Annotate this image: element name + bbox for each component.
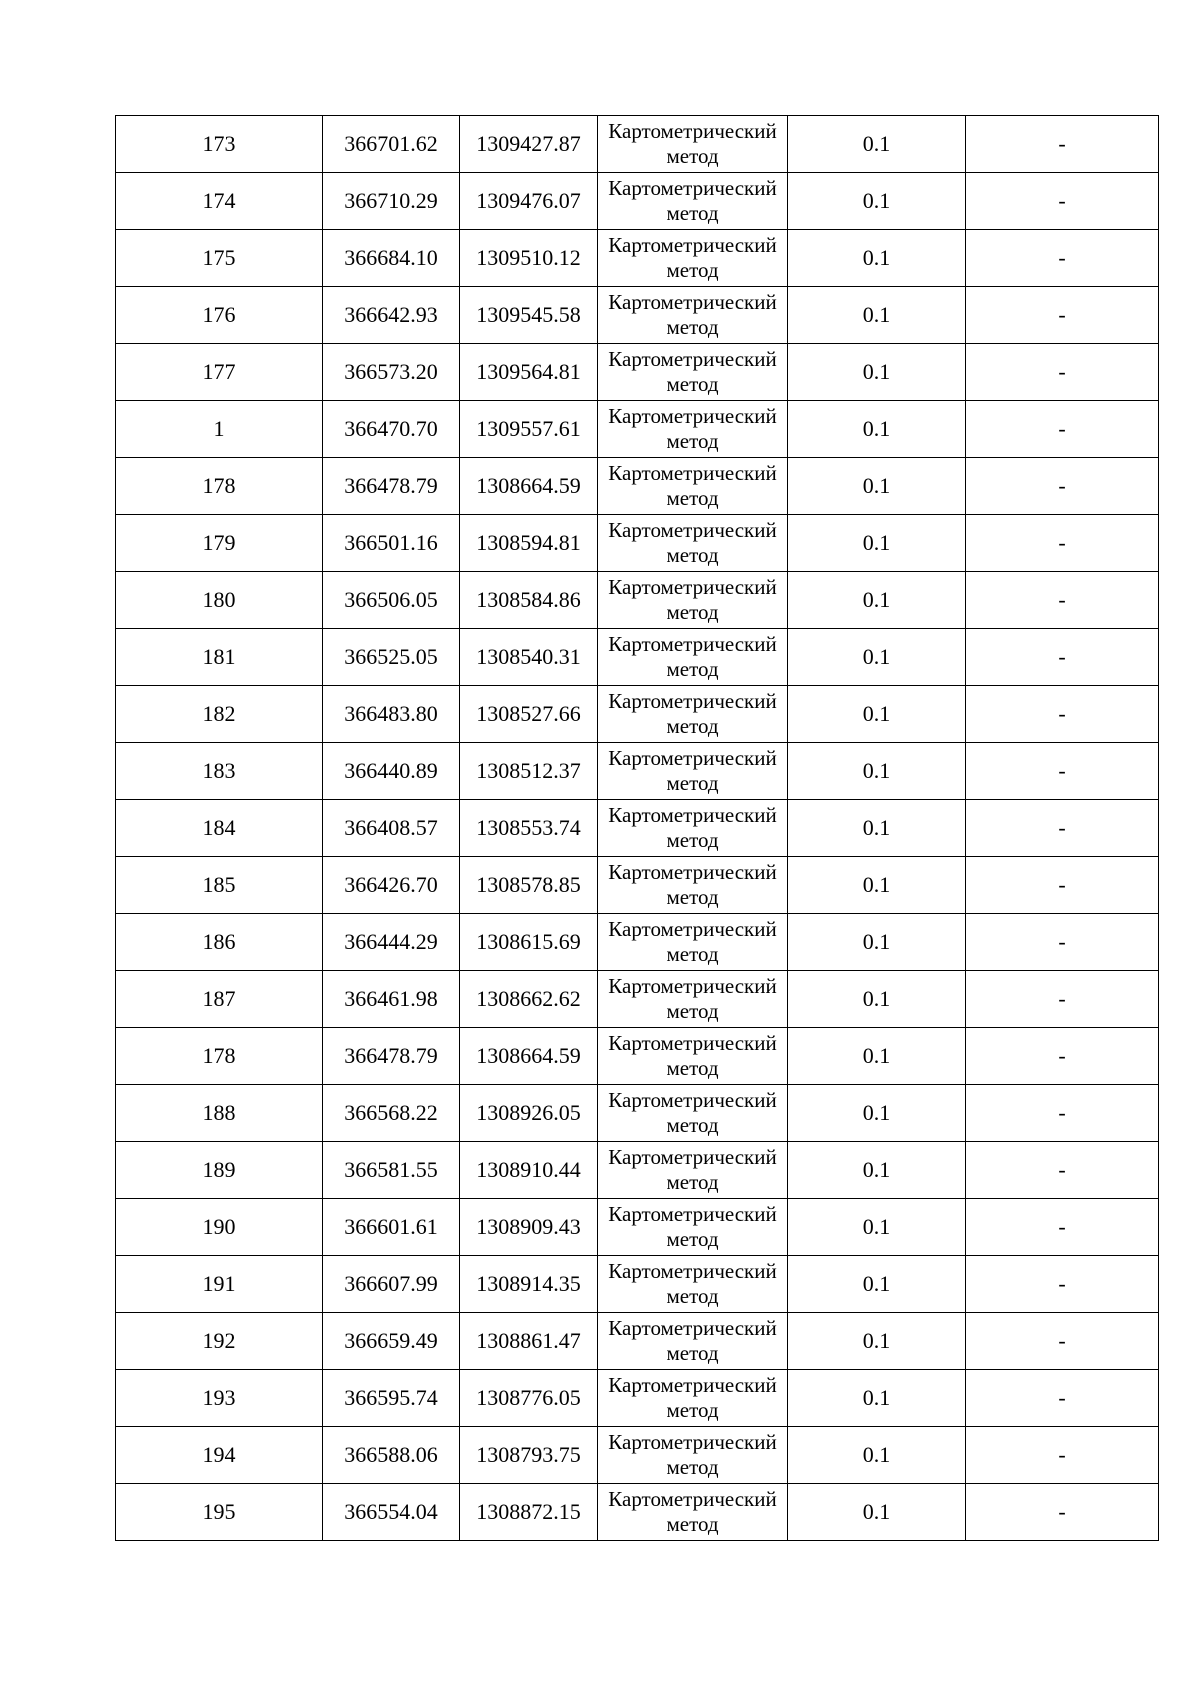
y-coordinate-cell: 1309427.87 — [460, 116, 598, 173]
accuracy-cell: 0.1 — [788, 1427, 966, 1484]
x-coordinate-cell: 366595.74 — [323, 1370, 460, 1427]
x-coordinate-cell: 366408.57 — [323, 800, 460, 857]
y-coordinate-cell: 1308615.69 — [460, 914, 598, 971]
y-coordinate-cell: 1308872.15 — [460, 1484, 598, 1541]
x-coordinate-cell: 366581.55 — [323, 1142, 460, 1199]
y-coordinate-cell: 1308540.31 — [460, 629, 598, 686]
accuracy-cell: 0.1 — [788, 1085, 966, 1142]
point-number-cell: 177 — [116, 344, 323, 401]
description-cell: - — [966, 344, 1159, 401]
x-coordinate-cell: 366440.89 — [323, 743, 460, 800]
accuracy-cell: 0.1 — [788, 914, 966, 971]
point-number-cell: 184 — [116, 800, 323, 857]
method-cell: Картометрический метод — [598, 230, 788, 287]
accuracy-cell: 0.1 — [788, 857, 966, 914]
method-cell: Картометрический метод — [598, 914, 788, 971]
coordinates-table-body — [116, 116, 1159, 1541]
table-row — [116, 743, 1159, 800]
table-row — [116, 344, 1159, 401]
point-number-cell: 191 — [116, 1256, 323, 1313]
point-number-cell: 179 — [116, 515, 323, 572]
description-cell: - — [966, 971, 1159, 1028]
y-coordinate-cell: 1308909.43 — [460, 1199, 598, 1256]
accuracy-cell: 0.1 — [788, 1370, 966, 1427]
point-number-cell: 178 — [116, 1028, 323, 1085]
x-coordinate-cell: 366478.79 — [323, 1028, 460, 1085]
table-row — [116, 515, 1159, 572]
method-cell: Картометрический метод — [598, 686, 788, 743]
accuracy-cell: 0.1 — [788, 1142, 966, 1199]
point-number-cell: 176 — [116, 287, 323, 344]
table-row — [116, 971, 1159, 1028]
x-coordinate-cell: 366483.80 — [323, 686, 460, 743]
accuracy-cell: 0.1 — [788, 1199, 966, 1256]
accuracy-cell: 0.1 — [788, 743, 966, 800]
description-cell: - — [966, 1199, 1159, 1256]
accuracy-cell: 0.1 — [788, 458, 966, 515]
point-number-cell: 175 — [116, 230, 323, 287]
table-row — [116, 1199, 1159, 1256]
method-cell: Картометрический метод — [598, 116, 788, 173]
point-number-cell: 188 — [116, 1085, 323, 1142]
accuracy-cell: 0.1 — [788, 515, 966, 572]
y-coordinate-cell: 1309564.81 — [460, 344, 598, 401]
description-cell: - — [966, 1484, 1159, 1541]
method-cell: Картометрический метод — [598, 857, 788, 914]
table-row — [116, 1142, 1159, 1199]
table-row — [116, 629, 1159, 686]
x-coordinate-cell: 366568.22 — [323, 1085, 460, 1142]
accuracy-cell: 0.1 — [788, 344, 966, 401]
y-coordinate-cell: 1308527.66 — [460, 686, 598, 743]
point-number-cell: 190 — [116, 1199, 323, 1256]
description-cell: - — [966, 401, 1159, 458]
description-cell: - — [966, 857, 1159, 914]
method-cell: Картометрический метод — [598, 743, 788, 800]
point-number-cell: 178 — [116, 458, 323, 515]
y-coordinate-cell: 1308914.35 — [460, 1256, 598, 1313]
method-cell: Картометрический метод — [598, 515, 788, 572]
y-coordinate-cell: 1308512.37 — [460, 743, 598, 800]
x-coordinate-cell: 366607.99 — [323, 1256, 460, 1313]
method-cell: Картометрический метод — [598, 629, 788, 686]
description-cell: - — [966, 800, 1159, 857]
description-cell: - — [966, 1085, 1159, 1142]
point-number-cell: 193 — [116, 1370, 323, 1427]
y-coordinate-cell: 1308861.47 — [460, 1313, 598, 1370]
x-coordinate-cell: 366470.70 — [323, 401, 460, 458]
description-cell: - — [966, 743, 1159, 800]
accuracy-cell: 0.1 — [788, 1028, 966, 1085]
y-coordinate-cell: 1308553.74 — [460, 800, 598, 857]
x-coordinate-cell: 366642.93 — [323, 287, 460, 344]
y-coordinate-cell: 1308578.85 — [460, 857, 598, 914]
x-coordinate-cell: 366525.05 — [323, 629, 460, 686]
x-coordinate-cell: 366461.98 — [323, 971, 460, 1028]
x-coordinate-cell: 366710.29 — [323, 173, 460, 230]
method-cell: Картометрический метод — [598, 458, 788, 515]
coordinates-table — [115, 115, 1159, 1541]
method-cell: Картометрический метод — [598, 1199, 788, 1256]
table-row — [116, 1370, 1159, 1427]
method-cell: Картометрический метод — [598, 800, 788, 857]
table-row — [116, 1484, 1159, 1541]
method-cell: Картометрический метод — [598, 1313, 788, 1370]
x-coordinate-cell: 366601.61 — [323, 1199, 460, 1256]
description-cell: - — [966, 629, 1159, 686]
y-coordinate-cell: 1308776.05 — [460, 1370, 598, 1427]
table-row — [116, 230, 1159, 287]
accuracy-cell: 0.1 — [788, 287, 966, 344]
method-cell: Картометрический метод — [598, 173, 788, 230]
accuracy-cell: 0.1 — [788, 971, 966, 1028]
method-cell: Картометрический метод — [598, 971, 788, 1028]
y-coordinate-cell: 1309476.07 — [460, 173, 598, 230]
accuracy-cell: 0.1 — [788, 230, 966, 287]
y-coordinate-cell: 1308594.81 — [460, 515, 598, 572]
method-cell: Картометрический метод — [598, 1028, 788, 1085]
accuracy-cell: 0.1 — [788, 173, 966, 230]
accuracy-cell: 0.1 — [788, 686, 966, 743]
table-row — [116, 1256, 1159, 1313]
description-cell: - — [966, 1256, 1159, 1313]
y-coordinate-cell: 1308926.05 — [460, 1085, 598, 1142]
table-row — [116, 686, 1159, 743]
accuracy-cell: 0.1 — [788, 1484, 966, 1541]
accuracy-cell: 0.1 — [788, 1313, 966, 1370]
description-cell: - — [966, 287, 1159, 344]
table-row — [116, 572, 1159, 629]
method-cell: Картометрический метод — [598, 344, 788, 401]
y-coordinate-cell: 1309557.61 — [460, 401, 598, 458]
x-coordinate-cell: 366554.04 — [323, 1484, 460, 1541]
description-cell: - — [966, 914, 1159, 971]
description-cell: - — [966, 1028, 1159, 1085]
y-coordinate-cell: 1309545.58 — [460, 287, 598, 344]
accuracy-cell: 0.1 — [788, 572, 966, 629]
table-row — [116, 458, 1159, 515]
method-cell: Картометрический метод — [598, 401, 788, 458]
point-number-cell: 186 — [116, 914, 323, 971]
table-row — [116, 800, 1159, 857]
method-cell: Картометрический метод — [598, 1142, 788, 1199]
method-cell: Картометрический метод — [598, 1085, 788, 1142]
description-cell: - — [966, 458, 1159, 515]
description-cell: - — [966, 515, 1159, 572]
point-number-cell: 183 — [116, 743, 323, 800]
method-cell: Картометрический метод — [598, 1370, 788, 1427]
x-coordinate-cell: 366588.06 — [323, 1427, 460, 1484]
y-coordinate-cell: 1308662.62 — [460, 971, 598, 1028]
table-row — [116, 914, 1159, 971]
x-coordinate-cell: 366506.05 — [323, 572, 460, 629]
table-row — [116, 401, 1159, 458]
x-coordinate-cell: 366478.79 — [323, 458, 460, 515]
table-row — [116, 287, 1159, 344]
method-cell: Картометрический метод — [598, 1256, 788, 1313]
point-number-cell: 174 — [116, 173, 323, 230]
point-number-cell: 192 — [116, 1313, 323, 1370]
point-number-cell: 185 — [116, 857, 323, 914]
x-coordinate-cell: 366573.20 — [323, 344, 460, 401]
description-cell: - — [966, 230, 1159, 287]
point-number-cell: 182 — [116, 686, 323, 743]
x-coordinate-cell: 366684.10 — [323, 230, 460, 287]
y-coordinate-cell: 1308584.86 — [460, 572, 598, 629]
x-coordinate-cell: 366444.29 — [323, 914, 460, 971]
y-coordinate-cell: 1308664.59 — [460, 458, 598, 515]
table-row — [116, 857, 1159, 914]
description-cell: - — [966, 1142, 1159, 1199]
accuracy-cell: 0.1 — [788, 401, 966, 458]
x-coordinate-cell: 366701.62 — [323, 116, 460, 173]
table-row — [116, 1085, 1159, 1142]
table-row — [116, 173, 1159, 230]
point-number-cell: 189 — [116, 1142, 323, 1199]
method-cell: Картометрический метод — [598, 572, 788, 629]
description-cell: - — [966, 686, 1159, 743]
method-cell: Картометрический метод — [598, 1427, 788, 1484]
description-cell: - — [966, 1370, 1159, 1427]
point-number-cell: 195 — [116, 1484, 323, 1541]
point-number-cell: 1 — [116, 401, 323, 458]
description-cell: - — [966, 173, 1159, 230]
method-cell: Картометрический метод — [598, 287, 788, 344]
accuracy-cell: 0.1 — [788, 1256, 966, 1313]
point-number-cell: 181 — [116, 629, 323, 686]
point-number-cell: 173 — [116, 116, 323, 173]
point-number-cell: 187 — [116, 971, 323, 1028]
accuracy-cell: 0.1 — [788, 629, 966, 686]
table-row — [116, 1028, 1159, 1085]
y-coordinate-cell: 1309510.12 — [460, 230, 598, 287]
table-row — [116, 116, 1159, 173]
accuracy-cell: 0.1 — [788, 116, 966, 173]
accuracy-cell: 0.1 — [788, 800, 966, 857]
table-row — [116, 1427, 1159, 1484]
x-coordinate-cell: 366501.16 — [323, 515, 460, 572]
description-cell: - — [966, 572, 1159, 629]
description-cell: - — [966, 1313, 1159, 1370]
x-coordinate-cell: 366426.70 — [323, 857, 460, 914]
y-coordinate-cell: 1308664.59 — [460, 1028, 598, 1085]
point-number-cell: 194 — [116, 1427, 323, 1484]
description-cell: - — [966, 1427, 1159, 1484]
x-coordinate-cell: 366659.49 — [323, 1313, 460, 1370]
y-coordinate-cell: 1308793.75 — [460, 1427, 598, 1484]
y-coordinate-cell: 1308910.44 — [460, 1142, 598, 1199]
method-cell: Картометрический метод — [598, 1484, 788, 1541]
description-cell: - — [966, 116, 1159, 173]
point-number-cell: 180 — [116, 572, 323, 629]
table-row — [116, 1313, 1159, 1370]
